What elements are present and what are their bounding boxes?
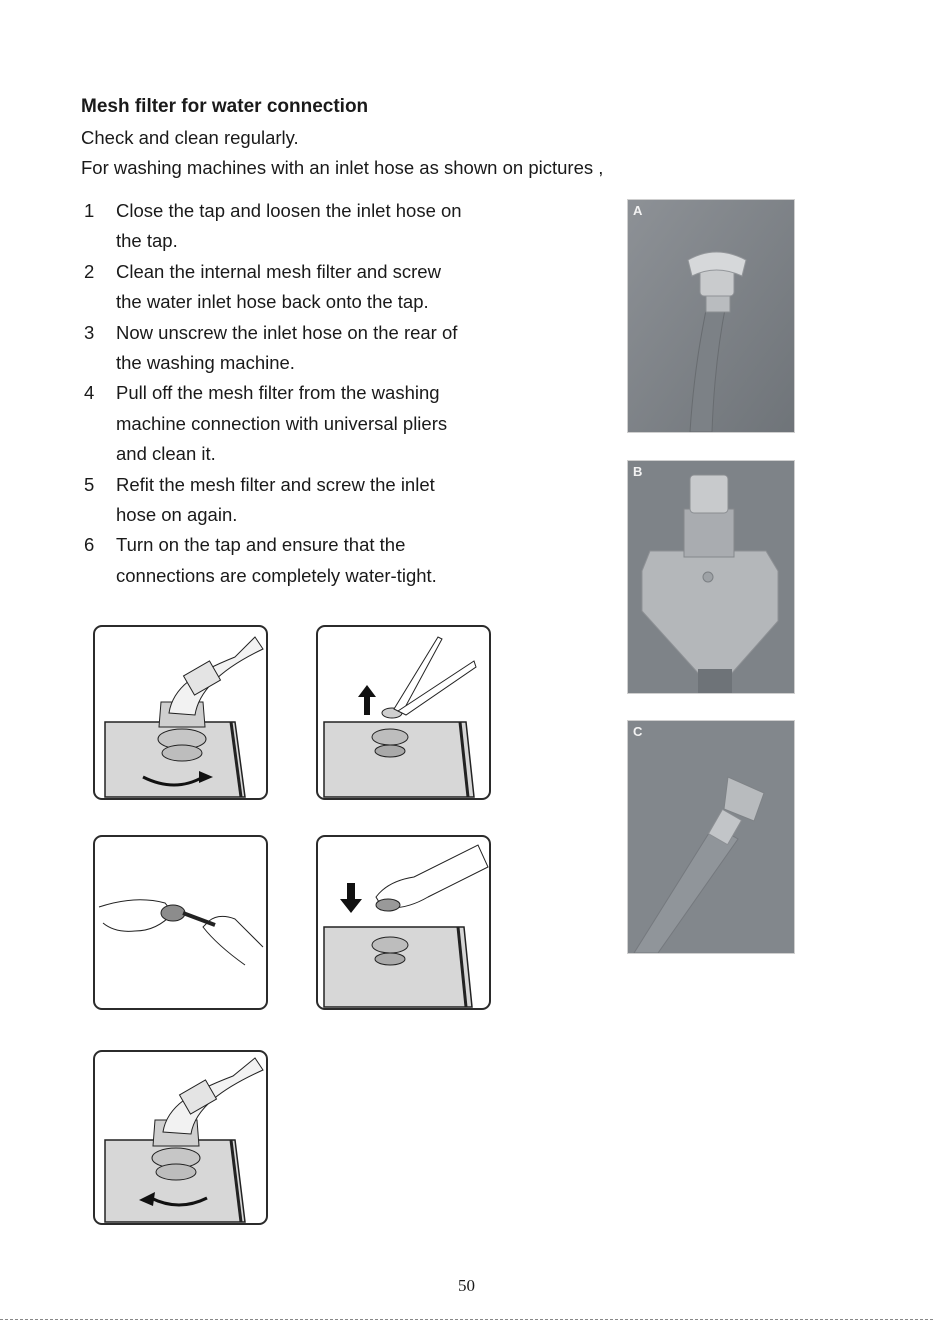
step-item [81, 378, 521, 469]
step-number: 2 [84, 260, 95, 282]
step-line: Close the tap and loosen the inlet hose on [116, 200, 462, 221]
step-item [81, 196, 521, 257]
illustration-clean-filter [93, 835, 268, 1010]
photo-label: C [633, 724, 643, 739]
illustration-pull-filter [316, 625, 491, 800]
page-number: 50 [458, 1276, 475, 1295]
step-line: and clean it. [116, 443, 216, 465]
step-line: connections are completely water-tight. [116, 564, 437, 586]
photo-hose-c [627, 720, 795, 954]
step-number: 4 [84, 382, 95, 404]
step-item [81, 470, 521, 531]
photo-hose-a [627, 199, 795, 433]
step-line: Pull off the mesh filter from the washing [116, 382, 440, 404]
step-number: 1 [84, 200, 95, 221]
step-line: Clean the internal mesh filter and screw [116, 260, 441, 282]
illustration-loosen-hose [93, 625, 268, 800]
step-line: Turn on the tap and ensure that the [116, 534, 406, 556]
intro-text-1: Check and clean regularly. [81, 127, 299, 148]
step-item [81, 530, 521, 591]
illustration-refit-filter [316, 835, 491, 1010]
section-title: Mesh filter for water connection [81, 96, 369, 117]
step-line: the tap. [116, 230, 178, 252]
photo-label: A [633, 203, 643, 218]
photo-label: B [633, 464, 643, 479]
steps-list [81, 196, 521, 591]
step-item [81, 257, 521, 318]
step-line: the washing machine. [116, 352, 295, 374]
step-line: hose on again. [116, 504, 238, 526]
step-number: 5 [84, 473, 95, 495]
step-line: Refit the mesh filter and screw the inlet [116, 473, 435, 495]
step-line: machine connection with universal pliers [116, 412, 448, 434]
footer-divider [0, 1319, 933, 1320]
step-item [81, 318, 521, 379]
step-line: Now unscrew the inlet hose on the rear of [116, 321, 458, 343]
intro-text-2: For washing machines with an inlet hose as shown on pictures , [81, 157, 604, 178]
step-number: 3 [84, 321, 95, 343]
step-number: 6 [84, 534, 95, 556]
photo-hose-b [627, 460, 795, 694]
illustration-tighten-hose [93, 1050, 268, 1225]
step-line: the water inlet hose back onto the tap. [116, 291, 429, 313]
